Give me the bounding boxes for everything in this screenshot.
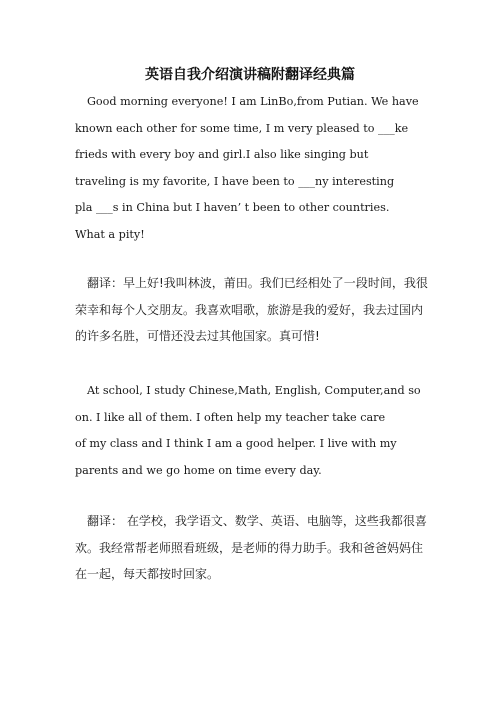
paragraph-school-translation (75, 508, 425, 588)
text-line: What a pity! (75, 227, 145, 241)
text-line: 欢。我经常帮老师照看班级，是老师的得力助手。我和爸爸妈妈住 (75, 540, 424, 555)
text-line: of my class and I think I am a good helper. I live with my (75, 437, 397, 450)
paragraph-intro-translation (75, 270, 428, 350)
text-line: 的许多名胜，可惜还没去过其他国家。真可惜! (75, 329, 320, 343)
text-line: 翻译： 在学校，我学语文、数学、英语、电脑等，这些我都很喜 (87, 514, 427, 528)
text-line: Good morning everyone! I am LinBo,from Putian. We have (87, 95, 419, 108)
text-line: known each other for some time, I m very pleased to ___ke (75, 121, 409, 135)
text-line: pla ___s in China but I haven’ t been to other countries. (75, 201, 390, 214)
text-line: on. I like all of them. I often help my teacher take care (75, 410, 386, 424)
document-title: 英语自我介绍演讲稿附翻译经典篇 (145, 67, 355, 83)
text-line: traveling is my favorite, I have been to ___ny interesting (75, 174, 395, 188)
text-line: 翻译：早上好!我叫林波，莆田。我们已经相处了一段时间，我很 (87, 276, 428, 290)
text-line: parents and we go home on time every day. (75, 463, 322, 477)
text-line: At school, I study Chinese,Math, English, Computer,and so (87, 384, 421, 397)
paragraph-school-english (75, 378, 425, 484)
paragraph-intro-english (75, 89, 425, 248)
text-line: 荣幸和每个人交朋友。我喜欢唱歌，旅游是我的爱好，我去过国内 (75, 302, 424, 317)
text-line: 在一起，每天都按时回家。 (75, 567, 220, 581)
text-line: frieds with every boy and girl.I also like singing but (75, 148, 369, 161)
